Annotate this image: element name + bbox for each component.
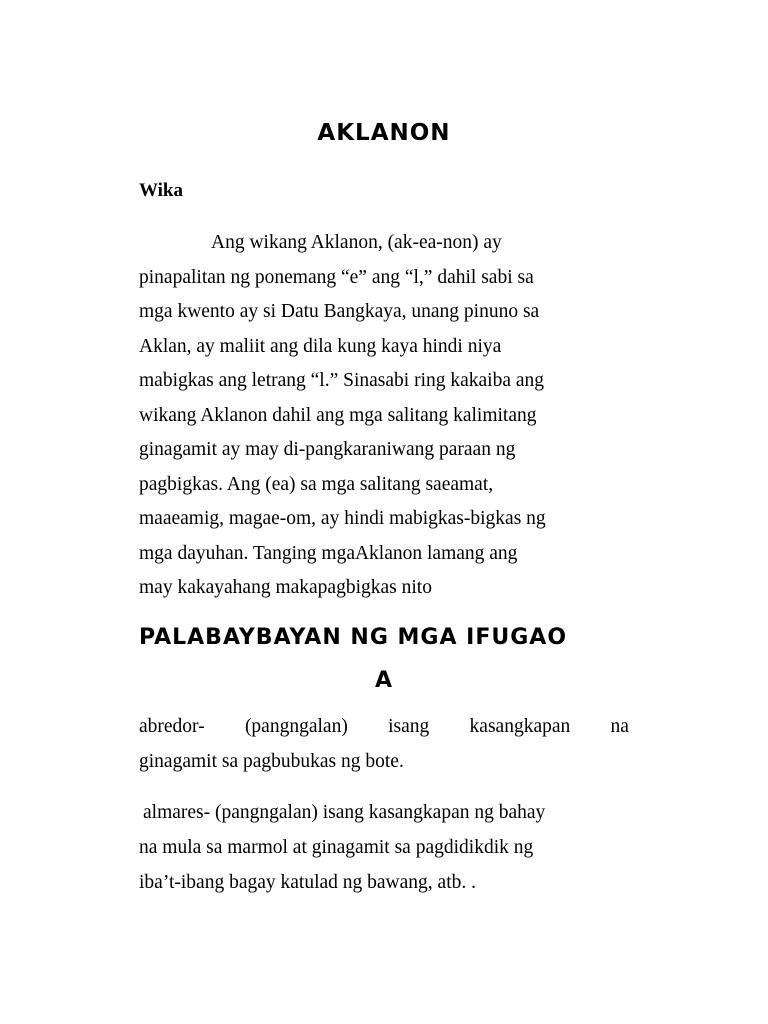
dictionary-entry (139, 709, 629, 779)
paragraph-line: wikang Aklanon dahil ang mga salitang kalimitang (139, 404, 537, 426)
paragraph-line: may kakayahang makapagbigkas nito (139, 577, 432, 598)
entry-line (139, 709, 629, 744)
entry-word: na (610, 716, 629, 737)
entry-line: ginagamit sa pagbubukas ng bote. (139, 751, 404, 772)
entry-line: almares- (pangngalan) isang kasangkapan ng bahay (143, 802, 546, 823)
paragraph-line: ginagamit ay may di-pangkaraniwang paraan ng (139, 439, 516, 460)
entry-line: na mula sa marmol at ginagamit sa pagdidikdik ng (139, 837, 534, 858)
subheading-wika: Wika (139, 180, 184, 201)
entry-word: (pangngalan) (244, 716, 348, 737)
entry-word: abredor- (139, 716, 205, 737)
paragraph-line: mga dayuhan. Tanging mgaAklanon lamang ang (139, 542, 518, 564)
letter-heading: A (374, 668, 394, 693)
paragraph-line: mabigkas ang letrang “l.” Sinasabi ring kakaiba ang (139, 370, 545, 391)
section-title: PALABAYBAYAN NG MGA IFUGAO (139, 625, 568, 650)
paragraph-line: pinapalitan ng ponemang “e” ang “l,” dahil sabi sa (139, 266, 534, 288)
paragraph-line: maaeamig, magae-om, ay hindi mabigkas-bigkas ng (139, 508, 546, 529)
document-title: AKLANON (317, 120, 451, 146)
entry-word: isang (388, 716, 430, 737)
body-paragraph (139, 226, 629, 606)
entry-line: iba’t-ibang bagay katulad ng bawang, atb. . (139, 872, 476, 893)
dictionary-entry (139, 795, 629, 900)
paragraph-line: Aklan, ay maliit ang dila kung kaya hindi niya (139, 335, 502, 357)
paragraph-line: mga kwento ay si Datu Bangkaya, unang pinuno sa (139, 301, 540, 322)
paragraph-line: pagbigkas. Ang (ea) sa mga salitang saeamat, (139, 473, 494, 495)
entry-word: kasangkapan (469, 716, 571, 737)
paragraph-line: Ang wikang Aklanon, (ak-ea-non) ay (211, 232, 502, 253)
